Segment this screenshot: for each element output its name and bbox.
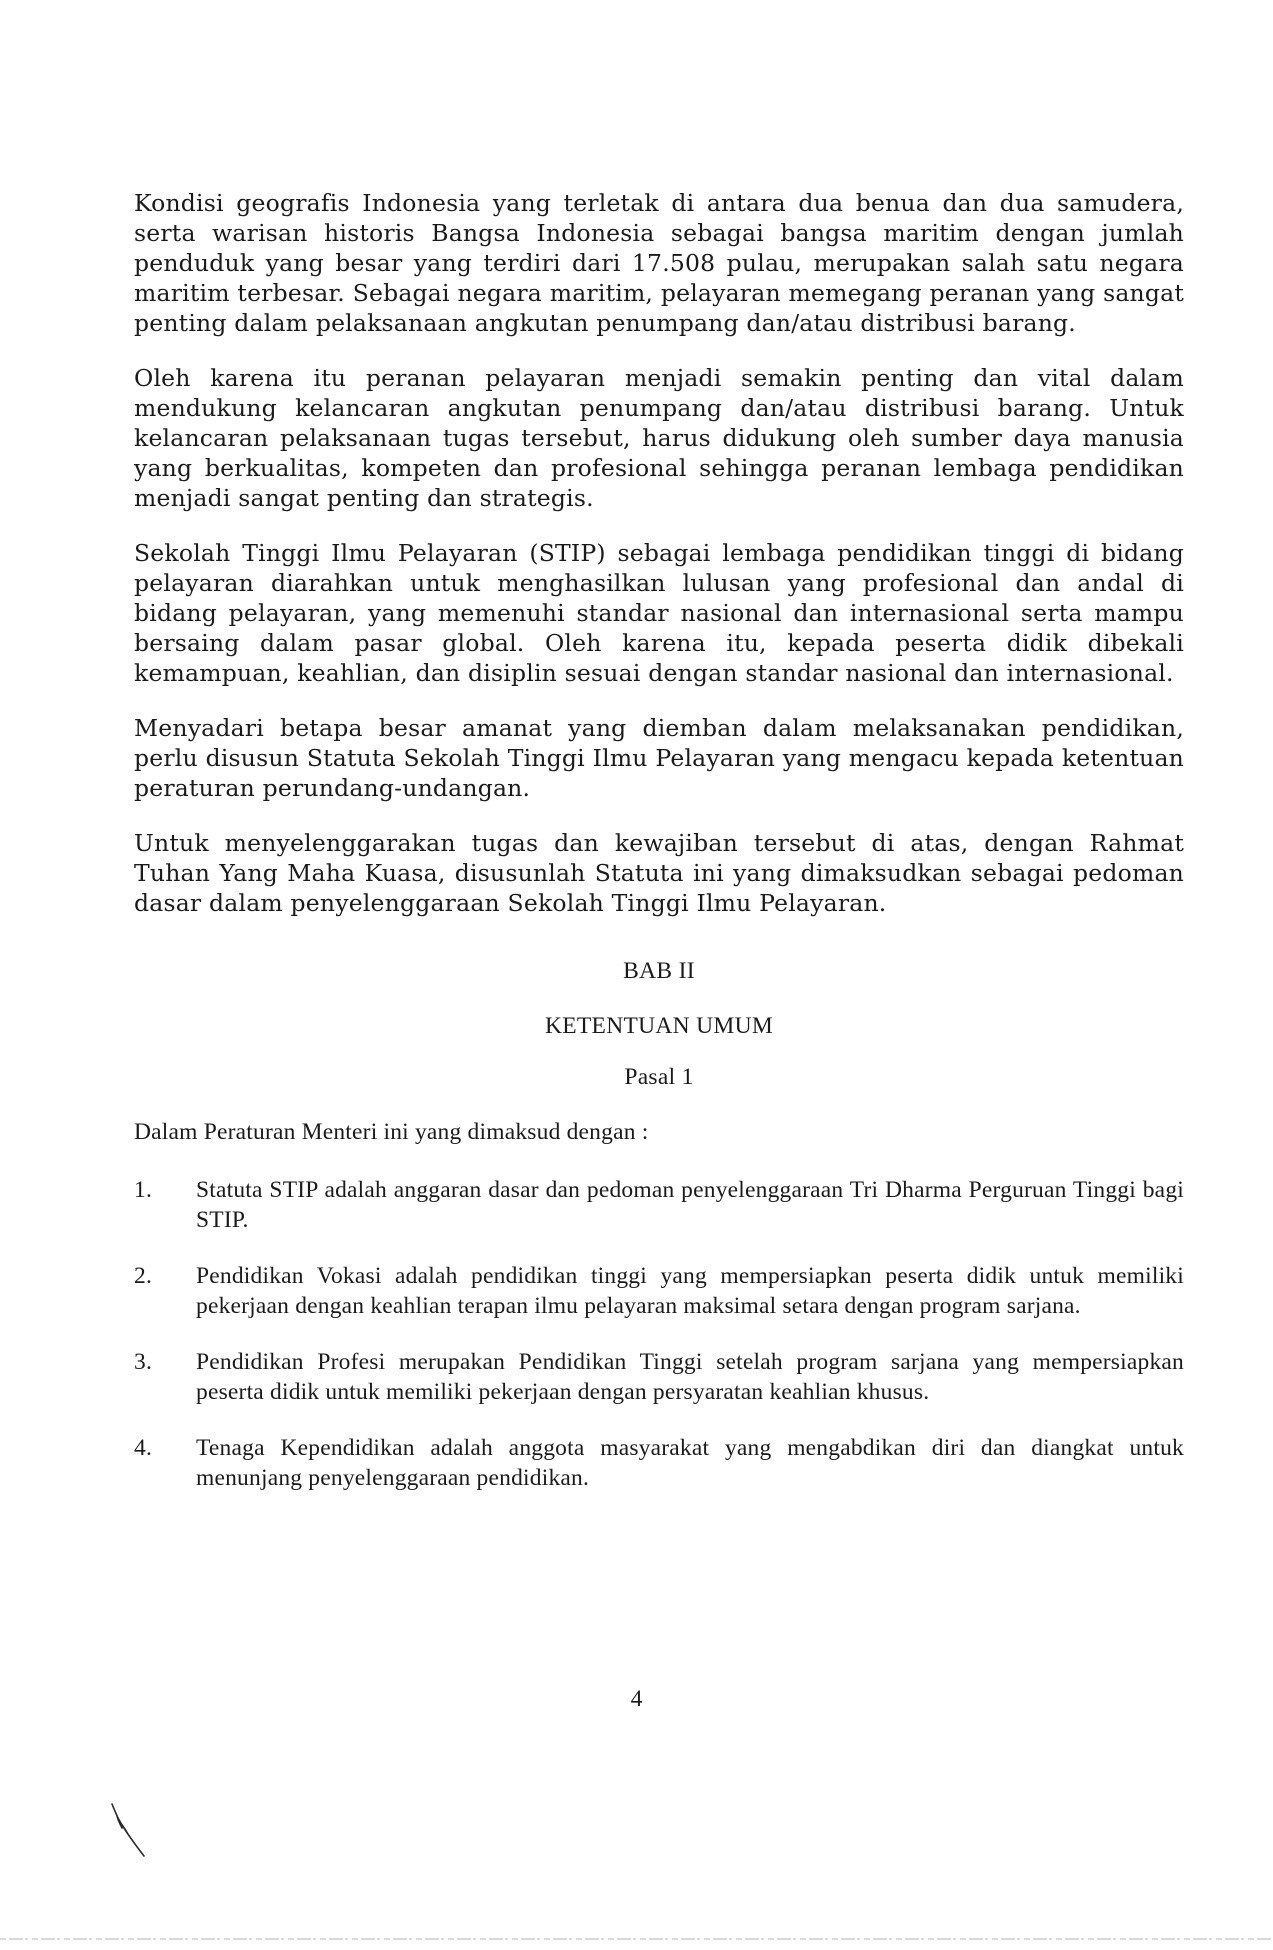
paragraph-stip: Sekolah Tinggi Ilmu Pelayaran (STIP) sebagai lembaga pendidikan tinggi di bidang pelayaran diarahkan untuk menghasilkan lulusan yang profesional dan andal di bidang pelayaran, yang memenuhi standar nasional dan internasional serta mampu bersaing dalam pasar global. Oleh karena itu, kepada peserta didik dibekali kemampuan, keahlian, dan disiplin sesuai dengan standar nasional dan internasional. [134, 539, 1184, 687]
paragraph-statuta-need: Menyadari betapa besar amanat yang diemban dalam melaksanakan pendidikan, perlu disusun Statuta Sekolah Tinggi Ilmu Pelayaran yang mengacu kepada ketentuan peraturan perundang-undangan. [134, 714, 1184, 802]
page-content [134, 188, 1184, 1519]
paragraph-geography: Kondisi geografis Indonesia yang terletak di antara dua benua dan dua samudera, serta warisan historis Bangsa Indonesia sebagai bangsa maritim dengan jumlah penduduk yang besar yang terdiri dari 17.508 pulau, merupakan salah satu negara maritim terbesar. Sebagai negara maritim, pelayaran memegang peranan yang sangat penting dalam pelaksanaan angkutan penumpang dan/atau distribusi barang. [134, 189, 1184, 337]
definition-text: Statuta STIP adalah anggaran dasar dan pedoman penyelenggaraan Tri Dharma Perguruan Tinggi bagi STIP. [196, 1177, 1184, 1233]
definition-number: 2. [134, 1263, 153, 1289]
definition-text: Pendidikan Profesi merupakan Pendidikan Tinggi setelah program sarjana yang mempersiapkan peserta didik untuk memiliki pekerjaan dengan persyaratan keahlian khusus. [196, 1349, 1184, 1405]
paraf-initial-icon [108, 1800, 148, 1860]
definition-item [134, 1347, 1184, 1407]
definition-text: Tenaga Kependidikan adalah anggota masyarakat yang mengabdikan diri dan diangkat untuk menunjang penyelenggaraan pendidikan. [196, 1435, 1184, 1491]
scan-edge-divider [0, 1938, 1273, 1940]
definitions-list [134, 1175, 1184, 1493]
definitions-intro: Dalam Peraturan Menteri ini yang dimaksud dengan : [134, 1119, 649, 1145]
paragraph-closing: Untuk menyelenggarakan tugas dan kewajiban tersebut di atas, dengan Rahmat Tuhan Yang Maha Kuasa, disusunlah Statuta ini yang dimaksudkan sebagai pedoman dasar dalam penyelenggaraan Sekolah Tinggi Ilmu Pelayaran. [134, 829, 1184, 917]
article-number: Pasal 1 [624, 1064, 694, 1090]
paragraph-shipping-role: Oleh karena itu peranan pelayaran menjadi semakin penting dan vital dalam mendukung kelancaran angkutan penumpang dan/atau distribusi barang. Untuk kelancaran pelaksanaan tugas tersebut, harus didukung oleh sumber daya manusia yang berkualitas, kompeten dan profesional sehingga peranan lembaga pendidikan menjadi sangat penting dan strategis. [134, 364, 1184, 512]
definition-number: 1. [134, 1177, 153, 1203]
chapter-title: KETENTUAN UMUM [544, 1013, 774, 1039]
definition-item [134, 1433, 1184, 1493]
definition-text: Pendidikan Vokasi adalah pendidikan tinggi yang mempersiapkan peserta didik untuk memiliki pekerjaan dengan keahlian terapan ilmu pelayaran maksimal setara dengan program sarjana. [196, 1263, 1184, 1319]
definition-item [134, 1261, 1184, 1321]
page-number: 4 [630, 1686, 643, 1712]
definition-number: 3. [134, 1349, 153, 1375]
definition-number: 4. [134, 1435, 153, 1461]
definition-item [134, 1175, 1184, 1235]
chapter-number: BAB II [623, 958, 695, 984]
